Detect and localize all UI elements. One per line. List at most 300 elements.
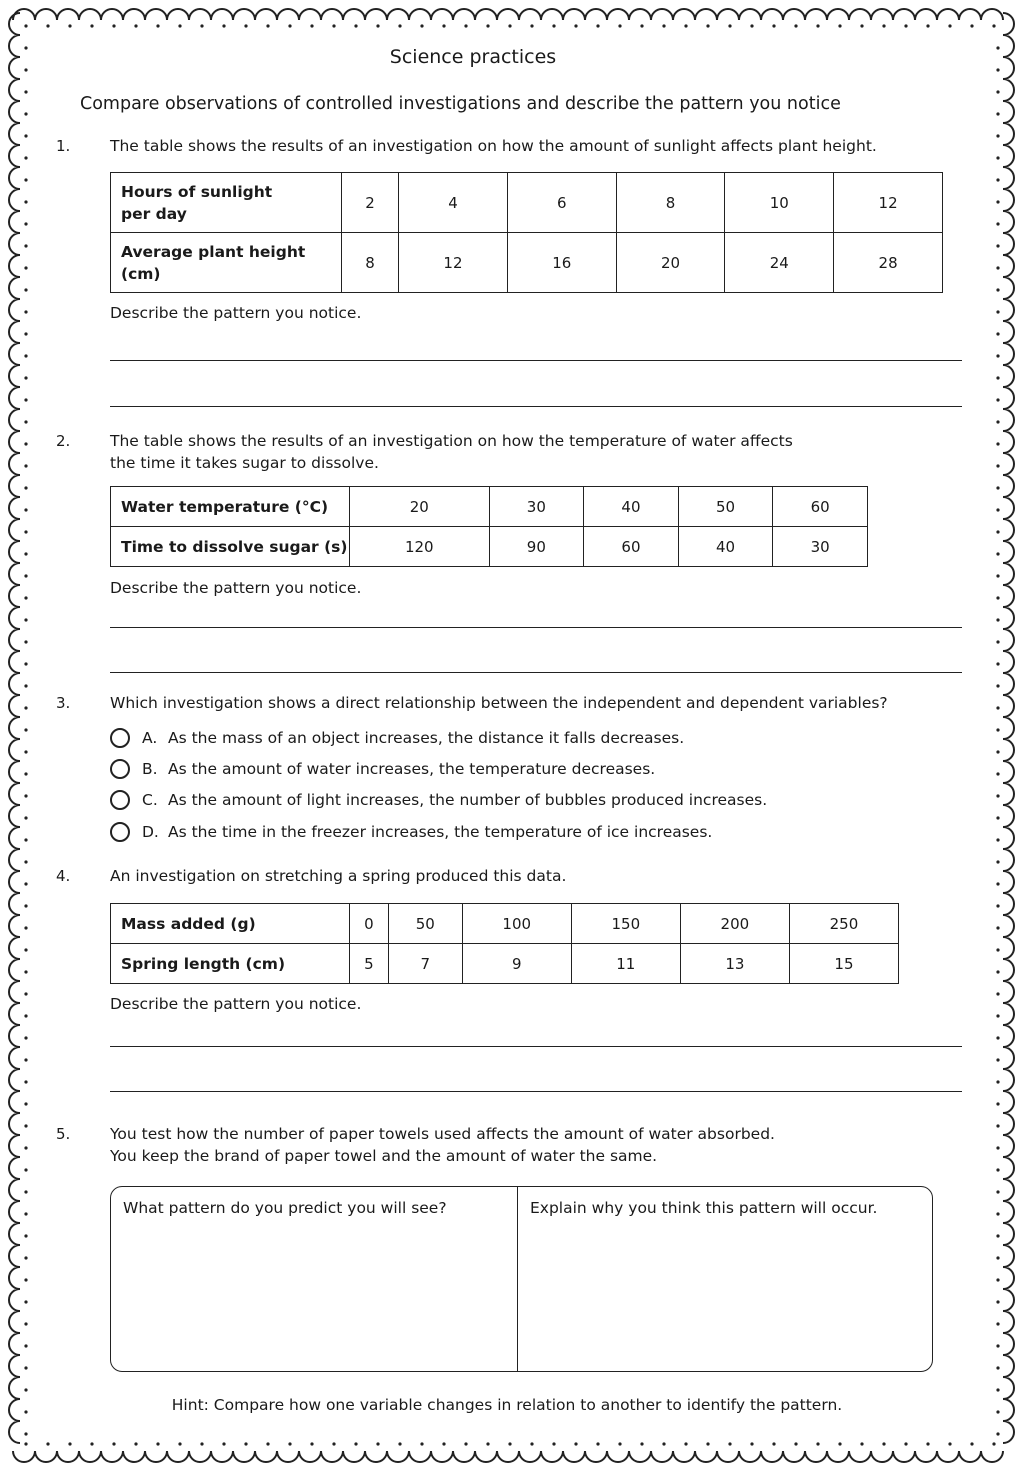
border-dot <box>552 1442 555 1445</box>
answer-line[interactable] <box>110 672 962 673</box>
border-dot <box>996 596 999 599</box>
border-dot <box>996 1036 999 1039</box>
border-dot <box>24 354 27 357</box>
border-dot <box>904 1442 907 1445</box>
border-dot <box>996 904 999 907</box>
border-dot <box>24 728 27 731</box>
border-dot <box>134 24 137 27</box>
border-dot <box>24 332 27 335</box>
response-box <box>110 1186 933 1372</box>
border-dot <box>24 1168 27 1171</box>
border-dot <box>794 1442 797 1445</box>
option-letter: D. <box>142 823 159 841</box>
answer-line[interactable] <box>110 360 962 361</box>
border-dot <box>420 24 423 27</box>
border-dot <box>706 24 709 27</box>
spring-table <box>110 903 899 984</box>
border-dot <box>442 1442 445 1445</box>
border-dot <box>816 24 819 27</box>
border-dot <box>996 420 999 423</box>
border-dot <box>24 1432 27 1435</box>
border-dot <box>996 1058 999 1061</box>
border-dot <box>996 860 999 863</box>
border-dot <box>24 1080 27 1083</box>
table-cell: 15 <box>789 944 898 984</box>
table-cell: 16 <box>507 233 616 293</box>
question-4-prompt: Describe the pattern you notice. <box>110 995 362 1013</box>
border-dot <box>90 1442 93 1445</box>
table-cell: 10 <box>725 173 834 233</box>
option-text: As the mass of an object increases, the distance it falls decreases. <box>168 729 685 747</box>
border-dot <box>882 24 885 27</box>
table-cell: 28 <box>834 233 943 293</box>
border-dot <box>996 46 999 49</box>
border-dot <box>24 1102 27 1105</box>
border-dot <box>376 1442 379 1445</box>
border-dot <box>24 1366 27 1369</box>
border-dot <box>24 1190 27 1193</box>
question-2-number: 2. <box>56 432 71 450</box>
border-dot <box>996 134 999 137</box>
table-cell: 0 <box>350 904 389 944</box>
border-dot <box>996 574 999 577</box>
border-dot <box>200 24 203 27</box>
table-cell: 5 <box>350 944 389 984</box>
table-header-cell: Spring length (cm) <box>111 944 350 984</box>
border-dot <box>24 310 27 313</box>
border-dot <box>24 684 27 687</box>
border-dot <box>24 1234 27 1237</box>
border-dot <box>24 1300 27 1303</box>
table-cell: 60 <box>773 487 868 527</box>
border-dot <box>24 992 27 995</box>
border-dot <box>618 1442 621 1445</box>
border-dot <box>996 1366 999 1369</box>
border-dot <box>996 1146 999 1149</box>
border-dot <box>860 24 863 27</box>
border-dot <box>442 24 445 27</box>
question-1-prompt: Describe the pattern you notice. <box>110 304 362 322</box>
border-dot <box>486 24 489 27</box>
question-2-prompt: Describe the pattern you notice. <box>110 579 362 597</box>
border-dot <box>24 596 27 599</box>
border-dot <box>996 1322 999 1325</box>
border-dot <box>24 1146 27 1149</box>
border-dot <box>996 354 999 357</box>
border-dot <box>772 24 775 27</box>
table-header-cell <box>111 233 342 293</box>
border-dot <box>996 200 999 203</box>
border-dot <box>996 1256 999 1259</box>
border-dot <box>24 574 27 577</box>
option-d[interactable] <box>110 820 712 844</box>
border-dot <box>24 1322 27 1325</box>
option-letter: C. <box>142 791 158 809</box>
border-dot <box>156 1442 159 1445</box>
border-dot <box>24 266 27 269</box>
border-dot <box>24 288 27 291</box>
border-dot <box>996 772 999 775</box>
border-dot <box>112 24 115 27</box>
border-dot <box>24 200 27 203</box>
hint-text: Hint: Compare how one variable changes in relation to another to identify the pattern. <box>171 1396 843 1414</box>
border-dot <box>596 24 599 27</box>
border-dot <box>24 882 27 885</box>
border-dot <box>996 662 999 665</box>
border-dot <box>948 1442 951 1445</box>
border-dot <box>24 1442 27 1445</box>
border-dot <box>46 24 49 27</box>
page-title: Science practices <box>389 46 557 68</box>
border-dot <box>750 24 753 27</box>
border-dot <box>996 222 999 225</box>
border-dot <box>24 486 27 489</box>
table-cell: 12 <box>834 173 943 233</box>
border-dot <box>24 706 27 709</box>
border-dot <box>24 816 27 819</box>
border-dot <box>46 1442 49 1445</box>
border-dot <box>996 156 999 159</box>
border-dot <box>948 24 951 27</box>
border-dot <box>996 706 999 709</box>
border-dot <box>996 926 999 929</box>
header-line: Hours of sunlight <box>121 182 273 201</box>
border-dot <box>68 1442 71 1445</box>
border-dot <box>996 1190 999 1193</box>
border-dot <box>222 24 225 27</box>
question-5-text-line: You test how the number of paper towels used affects the amount of water absorbed. <box>110 1125 775 1143</box>
table-cell: 13 <box>680 944 789 984</box>
border-dot <box>772 1442 775 1445</box>
border-dot <box>222 1442 225 1445</box>
border-dot <box>24 750 27 753</box>
question-5-text-line: You keep the brand of paper towel and the amount of water the same. <box>110 1147 658 1165</box>
border-dot <box>882 1442 885 1445</box>
border-dot <box>244 1442 247 1445</box>
question-2-text-line: The table shows the results of an investigation on how the temperature of water affects <box>110 432 793 450</box>
option-text: As the amount of water increases, the temperature decreases. <box>168 760 656 778</box>
border-dot <box>996 178 999 181</box>
border-dot <box>662 1442 665 1445</box>
question-2-text-line: the time it takes sugar to dissolve. <box>110 454 379 472</box>
border-dot <box>24 772 27 775</box>
option-c[interactable] <box>110 788 767 812</box>
border-dot <box>860 1442 863 1445</box>
border-dot <box>838 24 841 27</box>
border-dot <box>288 1442 291 1445</box>
border-dot <box>24 860 27 863</box>
border-dot <box>24 68 27 71</box>
border-dot <box>728 1442 731 1445</box>
border-dot <box>24 376 27 379</box>
table-cell: 12 <box>399 233 508 293</box>
border-dot <box>996 1388 999 1391</box>
border-dot <box>24 156 27 159</box>
border-dot <box>996 530 999 533</box>
border-dot <box>996 464 999 467</box>
table-cell: 6 <box>507 173 616 233</box>
answer-line[interactable] <box>110 1046 962 1047</box>
border-dot <box>112 1442 115 1445</box>
border-dot <box>640 24 643 27</box>
option-letter: B. <box>142 760 158 778</box>
border-dot <box>508 24 511 27</box>
border-dot <box>970 1442 973 1445</box>
table-cell: 120 <box>350 527 490 567</box>
table-cell: 30 <box>773 527 868 567</box>
answer-line[interactable] <box>110 406 962 407</box>
border-dot <box>662 24 665 27</box>
border-dot <box>996 552 999 555</box>
question-2-text <box>110 430 793 474</box>
border-dot <box>596 1442 599 1445</box>
border-dot <box>684 24 687 27</box>
border-dot <box>486 1442 489 1445</box>
border-dot <box>24 948 27 951</box>
border-dot <box>332 1442 335 1445</box>
border-dot <box>464 24 467 27</box>
border-dot <box>24 1058 27 1061</box>
border-dot <box>24 640 27 643</box>
table-header-cell: Time to dissolve sugar (s) <box>111 527 350 567</box>
border-dot <box>904 24 907 27</box>
border-dot <box>24 838 27 841</box>
border-dot <box>134 1442 137 1445</box>
border-dot <box>24 1256 27 1259</box>
border-dot <box>24 420 27 423</box>
border-dot <box>178 1442 181 1445</box>
border-dot <box>706 1442 709 1445</box>
option-b[interactable] <box>110 757 655 781</box>
table-cell: 20 <box>616 233 725 293</box>
border-dot <box>996 992 999 995</box>
table-cell: 150 <box>571 904 680 944</box>
question-3-number: 3. <box>56 694 71 712</box>
question-4-number: 4. <box>56 867 71 885</box>
border-dot <box>398 1442 401 1445</box>
radio-button[interactable] <box>110 759 130 779</box>
border-dot <box>926 1442 929 1445</box>
border-dot <box>996 288 999 291</box>
border-dot <box>24 24 27 27</box>
border-dot <box>816 1442 819 1445</box>
border-dot <box>266 1442 269 1445</box>
border-dot <box>996 310 999 313</box>
border-dot <box>996 640 999 643</box>
question-4-text: An investigation on stretching a spring produced this data. <box>110 867 567 885</box>
border-dot <box>24 178 27 181</box>
table-cell: 24 <box>725 233 834 293</box>
border-dot <box>996 1278 999 1281</box>
border-dot <box>156 24 159 27</box>
border-dot <box>996 112 999 115</box>
table-cell: 8 <box>342 233 399 293</box>
answer-line[interactable] <box>110 627 962 628</box>
table-cell: 4 <box>399 173 508 233</box>
border-dot <box>996 1168 999 1171</box>
border-dot <box>996 376 999 379</box>
border-dot <box>996 1300 999 1303</box>
border-dot <box>996 332 999 335</box>
explanation-prompt: Explain why you think this pattern will occur. <box>530 1199 878 1217</box>
answer-line[interactable] <box>110 1091 962 1092</box>
border-dot <box>996 728 999 731</box>
prediction-answer-area[interactable] <box>111 1187 518 1371</box>
border-dot <box>996 794 999 797</box>
border-dot <box>996 1124 999 1127</box>
border-dot <box>24 1278 27 1281</box>
table-cell: 100 <box>462 904 571 944</box>
border-dot <box>996 618 999 621</box>
border-dot <box>24 112 27 115</box>
border-dot <box>354 1442 357 1445</box>
prediction-prompt: What pattern do you predict you will see? <box>123 1199 447 1217</box>
border-dot <box>24 618 27 621</box>
border-dot <box>996 244 999 247</box>
border-dot <box>996 266 999 269</box>
table-cell: 50 <box>678 487 773 527</box>
border-dot <box>996 684 999 687</box>
border-dot <box>68 24 71 27</box>
border-dot <box>996 398 999 401</box>
option-a[interactable] <box>110 726 684 750</box>
table-cell: 8 <box>616 173 725 233</box>
border-dot <box>838 1442 841 1445</box>
option-text: As the time in the freezer increases, the temperature of ice increases. <box>168 823 713 841</box>
table-header-cell: Water temperature (°C) <box>111 487 350 527</box>
border-dot <box>24 662 27 665</box>
border-dot <box>996 1212 999 1215</box>
border-dot <box>24 222 27 225</box>
water-temperature-table <box>110 486 868 567</box>
border-dot <box>996 1234 999 1237</box>
border-dot <box>996 1014 999 1017</box>
border-dot <box>996 68 999 71</box>
border-dot <box>794 24 797 27</box>
border-dot <box>996 442 999 445</box>
border-dot <box>24 530 27 533</box>
border-dot <box>996 1432 999 1435</box>
border-dot <box>552 24 555 27</box>
radio-button[interactable] <box>110 822 130 842</box>
explanation-answer-area[interactable] <box>518 1187 932 1371</box>
radio-button[interactable] <box>110 728 130 748</box>
border-dot <box>728 24 731 27</box>
border-dot <box>574 1442 577 1445</box>
question-5-text <box>110 1123 775 1167</box>
border-dot <box>90 24 93 27</box>
table-cell: 7 <box>388 944 462 984</box>
border-dot <box>24 508 27 511</box>
border-dot <box>618 24 621 27</box>
border-dot <box>530 24 533 27</box>
border-dot <box>970 24 973 27</box>
border-dot <box>376 24 379 27</box>
border-dot <box>24 1388 27 1391</box>
question-1-number: 1. <box>56 137 71 155</box>
border-dot <box>24 1212 27 1215</box>
border-dot <box>24 794 27 797</box>
border-dot <box>992 24 995 27</box>
border-dot <box>24 1124 27 1127</box>
border-dot <box>332 24 335 27</box>
border-dot <box>684 1442 687 1445</box>
border-dot <box>530 1442 533 1445</box>
border-dot <box>24 970 27 973</box>
border-dot <box>992 1442 995 1445</box>
border-dot <box>996 970 999 973</box>
border-dot <box>398 24 401 27</box>
border-dot <box>996 838 999 841</box>
table-cell: 50 <box>388 904 462 944</box>
border-dot <box>24 926 27 929</box>
question-5-number: 5. <box>56 1125 71 1143</box>
border-dot <box>996 1344 999 1347</box>
border-dot <box>24 442 27 445</box>
header-line: Average plant height <box>121 242 306 261</box>
table-cell: 40 <box>584 487 679 527</box>
option-letter: A. <box>142 729 158 747</box>
border-dot <box>310 24 313 27</box>
border-dot <box>574 24 577 27</box>
table-cell: 9 <box>462 944 571 984</box>
border-dot <box>24 90 27 93</box>
border-dot <box>288 24 291 27</box>
table-cell: 20 <box>350 487 490 527</box>
table-header-cell: Mass added (g) <box>111 904 350 944</box>
question-3-text: Which investigation shows a direct relationship between the independent and dependent variables? <box>110 694 888 712</box>
table-header-cell <box>111 173 342 233</box>
table-cell: 60 <box>584 527 679 567</box>
border-dot <box>996 1102 999 1105</box>
border-dot <box>178 24 181 27</box>
border-dot <box>508 1442 511 1445</box>
border-dot <box>996 948 999 951</box>
border-dot <box>996 882 999 885</box>
table-cell: 11 <box>571 944 680 984</box>
table-cell: 200 <box>680 904 789 944</box>
border-dot <box>266 24 269 27</box>
border-dot <box>244 24 247 27</box>
table-cell: 250 <box>789 904 898 944</box>
border-dot <box>420 1442 423 1445</box>
border-dot <box>24 1344 27 1347</box>
border-dot <box>996 1080 999 1083</box>
border-dot <box>24 904 27 907</box>
border-dot <box>24 1036 27 1039</box>
header-line: (cm) <box>121 264 161 283</box>
border-dot <box>24 244 27 247</box>
header-line: per day <box>121 204 187 223</box>
border-dot <box>24 552 27 555</box>
table-cell: 40 <box>678 527 773 567</box>
table-cell: 2 <box>342 173 399 233</box>
border-dot <box>24 398 27 401</box>
question-1-text: The table shows the results of an investigation on how the amount of sunlight affects plant height. <box>110 137 877 155</box>
border-dot <box>310 1442 313 1445</box>
border-dot <box>354 24 357 27</box>
border-dot <box>996 816 999 819</box>
border-dot <box>750 1442 753 1445</box>
border-dot <box>200 1442 203 1445</box>
option-text: As the amount of light increases, the number of bubbles produced increases. <box>168 791 768 809</box>
sunlight-table <box>110 172 943 293</box>
radio-button[interactable] <box>110 790 130 810</box>
border-dot <box>464 1442 467 1445</box>
border-dot <box>996 486 999 489</box>
border-dot <box>640 1442 643 1445</box>
instructions: Compare observations of controlled investigations and describe the pattern you notice <box>80 94 841 114</box>
